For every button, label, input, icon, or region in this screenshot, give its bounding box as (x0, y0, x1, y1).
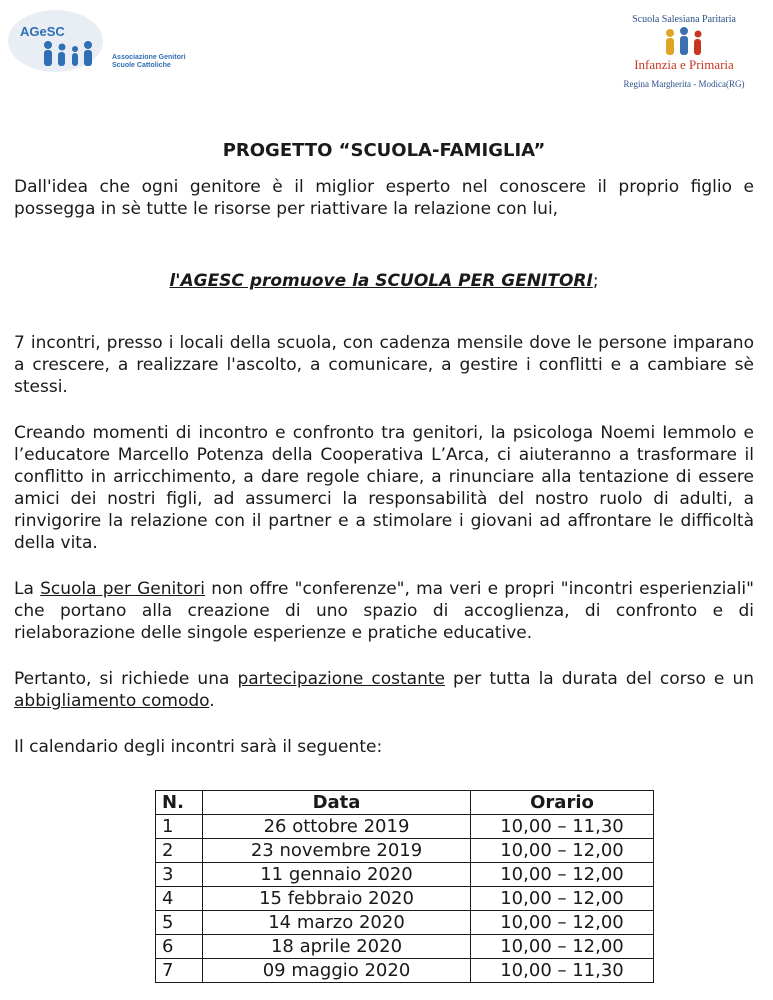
scuola-text-b: non offre "conferenze", ma veri e propri "incontri esperienziali" che portano alla creazione di uno spazio di accoglienza, di confronto e di rielaborazione delle singole esperienze e pratiche educative. (14, 579, 754, 643)
pertanto-text-b: per tutta la durata del corso e un (444, 669, 754, 689)
agesc-subtitle-line1: Associazione Genitori (112, 54, 186, 61)
cell-orario: 10,00 – 12,00 (471, 863, 654, 887)
agesc-subtitle-line2: Scuole Cattoliche (112, 62, 171, 69)
cell-orario: 10,00 – 12,00 (471, 887, 654, 911)
agesc-logo (8, 10, 208, 80)
table-row (156, 863, 654, 887)
cell-data: 23 novembre 2019 (203, 839, 471, 863)
table-row (156, 935, 654, 959)
cell-n: 1 (156, 815, 203, 839)
header-n: N. (156, 791, 203, 815)
cell-orario: 10,00 – 12,00 (471, 839, 654, 863)
cell-data: 09 maggio 2020 (203, 959, 471, 983)
school-logo-line1: Scuola Salesiana Paritaria (632, 14, 736, 25)
cell-orario: 10,00 – 11,30 (471, 959, 654, 983)
pertanto-underlined-2: abbigliamento comodo (14, 691, 210, 711)
scuola-underlined: Scuola per Genitori (40, 579, 206, 599)
cell-n: 5 (156, 911, 203, 935)
school-logo-line2: Infanzia e Primaria (634, 57, 734, 72)
table-row (156, 815, 654, 839)
cell-data: 14 marzo 2020 (203, 911, 471, 935)
header-orario: Orario (471, 791, 654, 815)
pertanto-text-a: Pertanto, si richiede una (14, 669, 238, 689)
agesc-logo-subtitle (112, 54, 212, 70)
table-row (156, 839, 654, 863)
cell-data: 26 ottobre 2019 (203, 815, 471, 839)
table-row (156, 911, 654, 935)
pertanto-underlined-1: partecipazione costante (237, 669, 445, 689)
calendar-header-row (156, 791, 654, 815)
cell-data: 15 febbraio 2020 (203, 887, 471, 911)
promo-line (14, 270, 754, 292)
school-logo-line3: Regina Margherita - Modica(RG) (623, 79, 745, 89)
calendar-intro: Il calendario degli incontri sarà il seguente: (14, 737, 383, 757)
cell-orario: 10,00 – 12,00 (471, 911, 654, 935)
scuola-text-a: La (14, 579, 41, 599)
promo-text: l'AGESC promuove la SCUOLA PER GENITORI (169, 271, 593, 291)
intro-paragraph: Dall'idea che ogni genitore è il miglior esperto nel conoscere il proprio figlio e possegga in sè tutte le risorse per riattivare la relazione con lui, (14, 177, 754, 219)
table-row (156, 887, 654, 911)
school-logo (609, 14, 759, 104)
header-data: Data (203, 791, 471, 815)
cell-n: 4 (156, 887, 203, 911)
incontri-paragraph: 7 incontri, presso i locali della scuola, con cadenza mensile dove le persone imparano a crescere, a realizzare l'ascolto, a comunicare, a gestire i conflitti e a cambiare sè stessi. (14, 333, 754, 397)
cell-n: 7 (156, 959, 203, 983)
cell-n: 6 (156, 935, 203, 959)
agesc-logo-brand: AGeSC (20, 24, 65, 39)
promo-suffix: ; (592, 271, 599, 291)
cell-orario: 10,00 – 12,00 (471, 935, 654, 959)
school-figures-icon (662, 27, 706, 57)
calendar-table (155, 790, 654, 983)
cell-n: 2 (156, 839, 203, 863)
cell-n: 3 (156, 863, 203, 887)
pertanto-paragraph (14, 668, 754, 712)
cell-orario: 10,00 – 11,30 (471, 815, 654, 839)
cell-data: 11 gennaio 2020 (203, 863, 471, 887)
document-body (14, 140, 754, 758)
table-row (156, 959, 654, 983)
family-figures-icon (42, 40, 102, 68)
page-title: PROGETTO “SCUOLA-FAMIGLIA” (222, 140, 546, 161)
cell-data: 18 aprile 2020 (203, 935, 471, 959)
scuola-paragraph (14, 578, 754, 644)
momenti-paragraph: Creando momenti di incontro e confronto tra genitori, la psicologa Noemi Iemmolo e l’educatore Marcello Potenza della Cooperativa L’Arca, ci aiuteranno a trasformare il conflitto in arricchimento, a dare regole chiare, a rinunciare alla tentazione di essere amici dei nostri figli, ad assumerci la responsabilità del nostro ruolo di adulti, a rinvigorire la relazione con il partner e a stimolare i giovani ad affrontare le difficoltà della vita. (14, 423, 754, 553)
pertanto-text-c: . (209, 691, 215, 711)
